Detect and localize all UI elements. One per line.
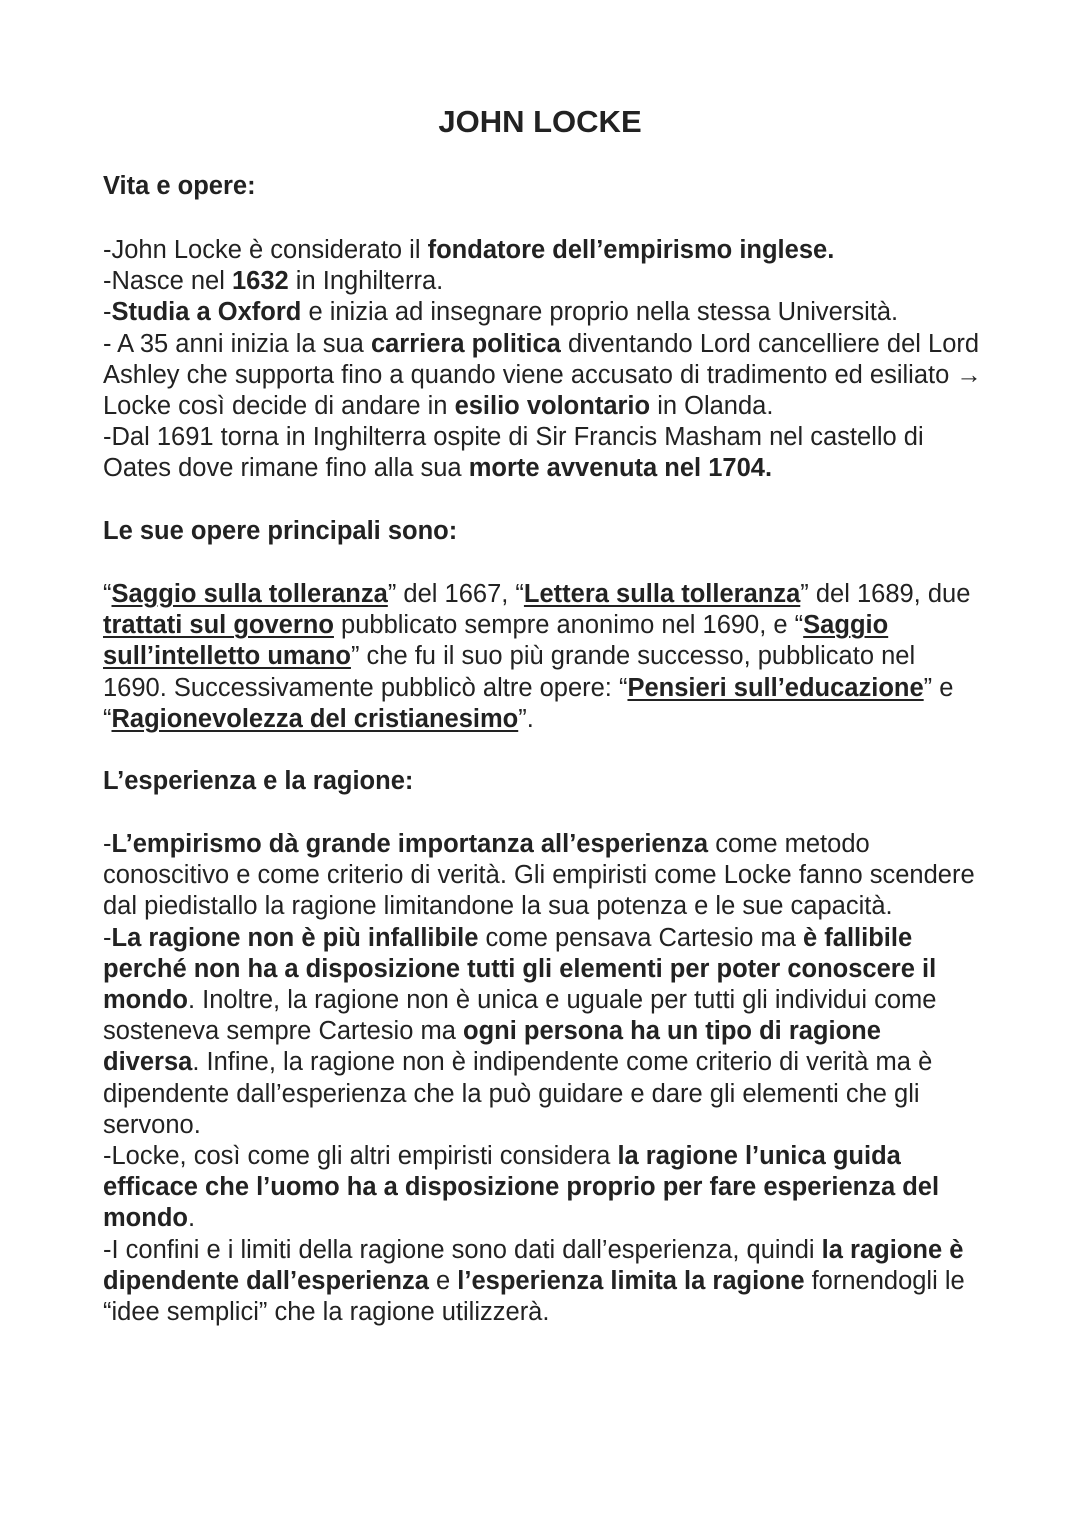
- work-title: Saggio sull’intelletto umano: [103, 611, 889, 671]
- text-run: . Inoltre, la ragione non è unica e uguale per tutti gli individui come sosteneva sempre Cartesio ma: [103, 986, 937, 1046]
- work-title: Ragionevolezza del cristianesimo: [111, 704, 519, 733]
- text-run: in Olanda.: [650, 392, 774, 421]
- vita-paragraph-3: [103, 297, 983, 328]
- bold-run: l’esperienza limita la ragione: [457, 1266, 805, 1295]
- text-run: -John Locke è considerato il: [103, 236, 428, 264]
- section-ragione-heading: [103, 766, 983, 797]
- text-run: -: [103, 923, 112, 952]
- text-run: -I confini e i limiti della ragione sono dati dall’esperienza, quindi: [103, 1235, 822, 1264]
- text-run: come metodo conoscitivo e come criterio di verità. Gli empiristi come Locke fanno scendere dal piedistallo la ragione limitandone la sua potenza e le sue capacità.: [103, 830, 975, 921]
- bold-run: ogni persona ha un tipo di ragione diversa: [103, 1017, 881, 1077]
- text-run: pubblicato sempre anonimo nel 1690, e “: [333, 611, 804, 640]
- text-run: e inizia ad insegnare proprio nella stessa Università.: [301, 298, 899, 327]
- text-run: -Dal 1691 torna in Inghilterra ospite di Sir Francis Masham nel castello di Oates dove rimane fino alla sua: [103, 423, 924, 483]
- page-title: JOHN LOCKE: [438, 104, 642, 139]
- bold-run: L’empirismo dà grande importanza all’esperienza: [111, 830, 709, 858]
- text-run: -Locke, così come gli altri empiristi considera: [103, 1142, 618, 1171]
- section-opere-body: [103, 579, 983, 735]
- bold-run: carriera politica: [370, 329, 561, 358]
- text-run: -: [103, 830, 112, 858]
- text-run: “: [103, 580, 112, 608]
- section-opere-heading: [103, 516, 983, 547]
- work-title: Lettera sulla tolleranza: [523, 580, 801, 608]
- ragione-paragraph-2: [103, 923, 983, 1141]
- text-run: ” del 1689, due: [800, 580, 971, 608]
- bold-run: la ragione è dipendente dall’esperienza: [103, 1235, 964, 1295]
- bold-run: esilio volontario: [454, 392, 651, 421]
- text-run: ”.: [518, 704, 534, 733]
- ragione-paragraph-3: [103, 1141, 983, 1235]
- vita-paragraph-1: [103, 235, 983, 266]
- bold-run: fondatore dell’empirismo inglese.: [427, 236, 835, 264]
- text-run: ” che fu il suo più grande successo, pubblicato nel 1690. Successivamente pubblicò altre opere: “: [103, 642, 916, 702]
- text-run: -Nasce nel: [103, 267, 232, 296]
- text-run: - A 35 anni inizia la sua: [103, 329, 371, 358]
- work-title: Pensieri sull’educazione: [627, 673, 924, 702]
- bold-run: La ragione non è più infallibile: [111, 923, 479, 952]
- text-run: . Infine, la ragione non è indipendente come criterio di verità ma è dipendente dall’esperienza che la può guidare e dare gli elementi che gli servono.: [103, 1048, 933, 1139]
- section-heading: L’esperienza e la ragione:: [103, 767, 414, 795]
- section-heading: Le sue opere principali sono:: [103, 517, 458, 545]
- work-title: Saggio sulla tolleranza: [111, 580, 388, 608]
- bold-run: la ragione l’unica guida efficace che l’uomo ha a disposizione proprio per fare esperienza del mondo: [103, 1142, 940, 1233]
- bold-run: Studia a Oxford: [111, 298, 302, 327]
- text-run: -: [103, 298, 112, 327]
- text-run: fornendogli le “idee semplici” che la ragione utilizzerà.: [103, 1266, 965, 1327]
- section-heading: Vita e opere:: [103, 172, 256, 200]
- vita-paragraph-4: [103, 329, 983, 423]
- vita-paragraph-2: [103, 266, 983, 297]
- text-run: in Inghilterra.: [288, 267, 444, 296]
- text-run: ” e “: [103, 673, 954, 733]
- bold-run: morte avvenuta nel 1704.: [468, 454, 773, 483]
- text-run: come pensava Cartesio ma: [478, 923, 804, 952]
- text-run: ” del 1667, “: [387, 580, 524, 608]
- text-run: e: [428, 1266, 458, 1295]
- work-title: trattati sul governo: [103, 611, 334, 640]
- section-vita-heading: [103, 171, 983, 202]
- bold-run: 1632: [231, 267, 289, 296]
- section-ragione-body: [103, 829, 983, 1328]
- opere-paragraph: [103, 579, 983, 735]
- ragione-paragraph-4: [103, 1235, 983, 1329]
- bold-run: è fallibile perché non ha a disposizione tutti gli elementi per poter conoscere il mondo: [103, 923, 937, 1015]
- text-run: .: [187, 1204, 196, 1233]
- section-vita-body: [103, 235, 983, 485]
- ragione-paragraph-1: [103, 829, 983, 923]
- vita-paragraph-5: [103, 422, 983, 484]
- text-run: diventando Lord cancelliere del Lord Ashley che supporta fino a quando viene accusato di tradimento ed esiliato → Locke così decide di andare in: [103, 329, 982, 421]
